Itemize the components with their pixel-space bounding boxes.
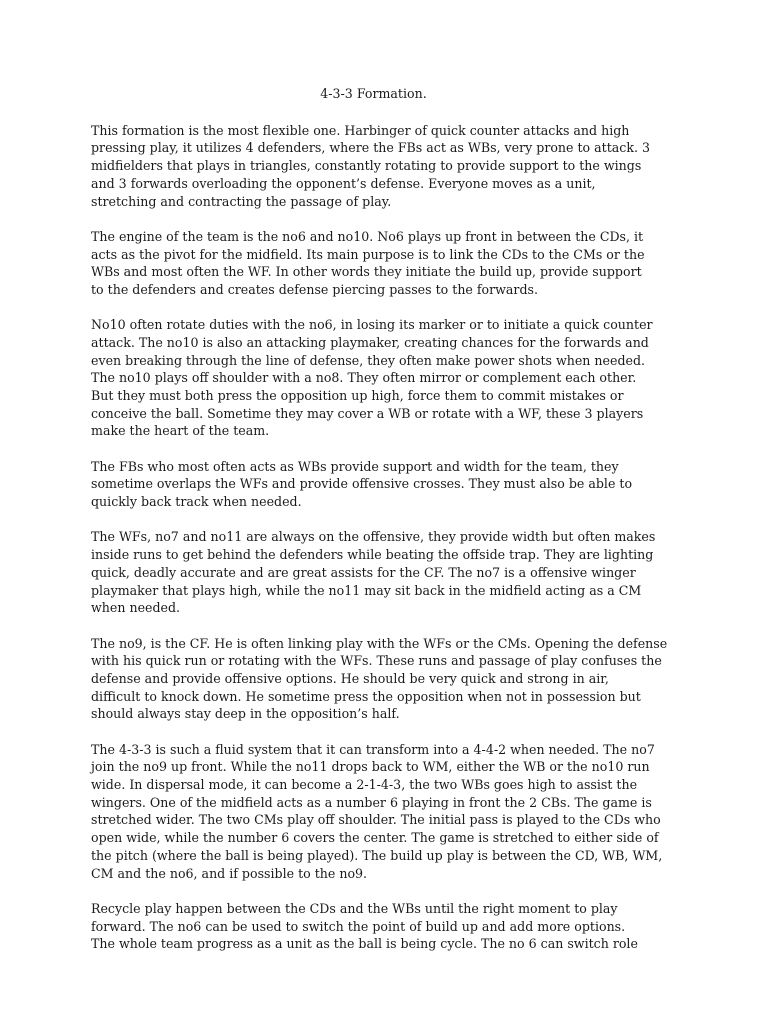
text-line: quickly back track when needed. [91, 494, 302, 510]
paragraph [91, 528, 681, 617]
text-line: The WFs, no7 and no11 are always on the offensive, they provide width but often makes [91, 529, 656, 545]
text-line: forward. The no6 can be used to switch the point of build up and add more options. [91, 918, 626, 934]
text-line: difficult to knock down. He sometime press the opposition when not in possession but [91, 688, 641, 704]
text-line: conceive the ball. Sometime they may cover a WB or rotate with a WF, these 3 players [91, 405, 644, 421]
text-line: acts as the pivot for the midfield. Its main purpose is to link the CDs to the CMs or the [91, 246, 645, 262]
text-line: stretched wider. The two CMs play off shoulder. The initial pass is played to the CDs who [91, 812, 661, 828]
text-line: playmaker that plays high, while the no11 may sit back in the midfield acting as a CM [91, 582, 642, 598]
text-line: wide. In dispersal mode, it can become a 2-1-4-3, the two WBs goes high to assist the [91, 777, 638, 793]
text-line: defense and provide offensive options. He should be very quick and strong in air, [91, 670, 609, 686]
text-line: WBs and most often the WF. In other words they initiate the build up, provide support [91, 264, 642, 280]
text-line: and 3 forwards overloading the opponent’s defense. Everyone moves as a unit, [91, 175, 596, 191]
text-line: the pitch (where the ball is being played). The build up play is between the CD, WB, WM, [91, 847, 663, 863]
text-line: The no10 plays off shoulder with a no8. They often mirror or complement each other. [91, 370, 637, 386]
text-line: The whole team progress as a unit as the ball is being cycle. The no 6 can switch role [91, 936, 638, 952]
text-line: wingers. One of the midfield acts as a number 6 playing in front the 2 CBs. The game is [91, 794, 652, 810]
document-body [91, 85, 681, 971]
text-line: Recycle play happen between the CDs and the WBs until the right moment to play [91, 900, 618, 916]
text-line: even breaking through the line of defense, they often make power shots when needed. [91, 352, 646, 368]
text-line: make the heart of the team. [91, 423, 270, 439]
paragraph [91, 741, 681, 883]
text-line: The FBs who most often acts as WBs provide support and width for the team, they [91, 458, 619, 474]
text-line: with his quick run or rotating with the WFs. These runs and passage of play confuses the [91, 653, 662, 669]
paragraph [91, 316, 681, 440]
text-line: open wide, while the number 6 covers the center. The game is stretched to either side of [91, 830, 659, 846]
text-line: midfielders that plays in triangles, constantly rotating to provide support to the wings [91, 158, 642, 174]
text-line: quick, deadly accurate and are great assists for the CF. The no7 is a offensive winger [91, 564, 636, 580]
text-line: But they must both press the opposition up high, force them to commit mistakes or [91, 388, 624, 404]
text-line: should always stay deep in the opposition’s half. [91, 706, 400, 722]
paragraph [91, 122, 681, 211]
text-line: pressing play, it utilizes 4 defenders, where the FBs act as WBs, very prone to attack. 3 [91, 140, 650, 156]
text-line: The 4-3-3 is such a fluid system that it can transform into a 4-4-2 when needed. The no7 [91, 741, 655, 757]
text-line: No10 often rotate duties with the no6, in losing its marker or to initiate a quick counter [91, 317, 653, 333]
text-line: inside runs to get behind the defenders while beating the offside trap. They are lighting [91, 547, 654, 563]
text-line: join the no9 up front. While the no11 drops back to WM, either the WB or the no10 run [91, 759, 650, 775]
paragraph-list [91, 122, 681, 953]
document-title: 4-3-3 Formation. [320, 86, 427, 101]
text-line: when needed. [91, 600, 181, 616]
paragraph [91, 228, 681, 299]
text-line: This formation is the most flexible one. Harbinger of quick counter attacks and high [91, 122, 630, 138]
text-line: attack. The no10 is also an attacking playmaker, creating chances for the forwards and [91, 334, 649, 350]
text-line: The no9, is the CF. He is often linking play with the WFs or the CMs. Opening the defense [91, 635, 668, 651]
text-line: The engine of the team is the no6 and no10. No6 plays up front in between the CDs, it [91, 228, 644, 244]
paragraph [91, 900, 681, 953]
text-line: stretching and contracting the passage of play. [91, 193, 392, 209]
paragraph [91, 458, 681, 511]
text-line: CM and the no6, and if possible to the no9. [91, 865, 368, 881]
paragraph [91, 635, 681, 724]
text-line: to the defenders and creates defense piercing passes to the forwards. [91, 281, 538, 297]
text-line: sometime overlaps the WFs and provide offensive crosses. They must also be able to [91, 476, 633, 492]
